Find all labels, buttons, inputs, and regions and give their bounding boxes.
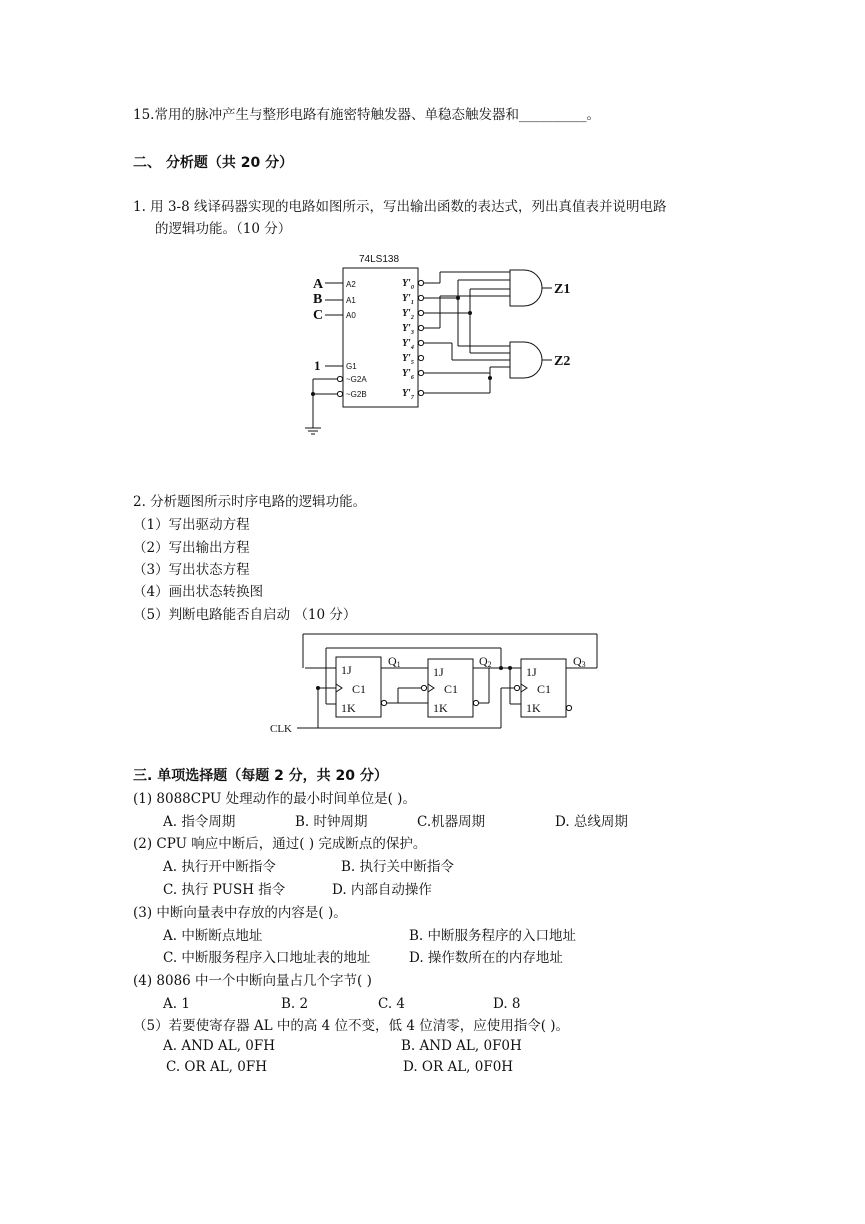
mcq5-stem: （5）若要使寄存器 AL 中的高 4 位不变，低 4 位清零，应使用指令( )。 — [133, 1018, 570, 1034]
ff1-k: 1K — [341, 701, 356, 715]
section-2-title: 二、 分析题（共 20 分） — [133, 155, 294, 171]
mcq3-stem: (3) 中断向量表中存放的内容是( )。 — [133, 905, 347, 921]
output-y7-label: $Y'_7$ — [402, 388, 414, 401]
ff2-k: 1K — [433, 701, 448, 715]
input-1: 1 — [314, 358, 321, 373]
output-z2: Z2 — [554, 354, 571, 369]
mcq3-option-c: C. 中断服务程序入口地址表的地址 — [163, 950, 371, 966]
mcq1-option-c: C.机器周期 — [417, 814, 486, 830]
mcq2-option-c: C. 执行 PUSH 指令 — [163, 882, 286, 898]
ff3-k: 1K — [526, 701, 541, 715]
q2-title: 2. 分析题图所示时序电路的逻辑功能。 — [133, 494, 367, 510]
mcq5-option-b: B. AND AL, 0F0H — [401, 1038, 522, 1054]
mcq4-stem: (4) 8086 中一个中断向量占几个字节( ) — [133, 973, 372, 989]
q2-label: Q2 — [479, 654, 492, 669]
output-y3-label: $Y'_3$ — [402, 323, 414, 336]
output-y0-label: $Y'_0$ — [402, 278, 414, 291]
output-z1: Z1 — [554, 282, 571, 297]
pin-a0: A0 — [346, 311, 356, 320]
ff2-j: 1J — [433, 665, 444, 679]
q1-line2: 的逻辑功能。（10 分） — [155, 221, 292, 237]
ff3-c: C1 — [537, 682, 552, 696]
q1-label: Q1 — [388, 654, 401, 669]
q2-item-2: （2）写出输出方程 — [133, 540, 250, 556]
mcq1-option-d: D. 总线周期 — [555, 814, 628, 830]
mcq3-option-b: B. 中断服务程序的入口地址 — [409, 928, 577, 944]
pin-a2: A2 — [346, 280, 356, 289]
ff3-j: 1J — [526, 665, 537, 679]
mcq5-option-c: C. OR AL, 0FH — [166, 1059, 267, 1075]
mcq1-option-b: B. 时钟周期 — [295, 814, 368, 830]
mcq1-stem: (1) 8088CPU 处理动作的最小时间单位是( )。 — [133, 791, 416, 807]
mcq5-option-d: D. OR AL, 0F0H — [403, 1059, 514, 1075]
ff1-j: 1J — [341, 663, 352, 677]
q3-label: Q3 — [573, 654, 586, 669]
q2-item-3: （3）写出状态方程 — [133, 562, 250, 578]
q2-item-4: （4）画出状态转换图 — [133, 584, 264, 600]
mcq4-option-b: B. 2 — [281, 996, 309, 1012]
section-3-title: 三. 单项选择题（每题 2 分，共 20 分） — [133, 768, 388, 784]
output-y6-label: $Y'_6$ — [402, 368, 414, 381]
q2-item-5: （5）判断电路能否自启动 （10 分） — [133, 607, 357, 623]
mcq2-option-b: B. 执行关中断指令 — [341, 859, 455, 875]
output-y4-label: $Y'_4$ — [402, 338, 414, 351]
pin-g1: G1 — [346, 362, 357, 371]
mcq3-option-d: D. 操作数所在的内存地址 — [409, 950, 563, 966]
mcq3-option-a: A. 中断断点地址 — [163, 928, 263, 944]
mcq2-option-a: A. 执行开中断指令 — [163, 859, 276, 875]
input-b: B — [313, 292, 323, 307]
q1-line1: 1. 用 3-8 线译码器实现的电路如图所示，写出输出函数的表达式，列出真值表并说明电路 — [133, 199, 667, 215]
mcq2-option-d: D. 内部自动操作 — [332, 882, 432, 898]
mcq4-option-d: D. 8 — [493, 996, 521, 1012]
chip-label: 74LS138 — [359, 254, 400, 265]
mcq4-option-a: A. 1 — [163, 996, 190, 1012]
input-c: C — [313, 308, 324, 323]
q2-item-1: （1）写出驱动方程 — [133, 517, 250, 533]
question-15: 15.常用的脉冲产生与整形电路有施密特触发器、单稳态触发器和__________。 — [133, 107, 600, 123]
mcq2-stem: (2) CPU 响应中断后，通过( ) 完成断点的保护。 — [133, 836, 427, 852]
mcq1-option-a: A. 指令周期 — [163, 814, 236, 830]
clk-label: CLK — [270, 723, 292, 735]
output-y2-label: $Y'_2$ — [402, 308, 414, 321]
output-y5-label: $Y'_5$ — [402, 353, 414, 366]
mcq5-option-a: A. AND AL, 0FH — [163, 1038, 276, 1054]
ff2-c: C1 — [444, 682, 459, 696]
pin-g2a: ~G2A — [346, 375, 367, 384]
input-a: A — [313, 277, 324, 292]
pin-g2b: ~G2B — [346, 390, 367, 399]
pin-a1: A1 — [346, 296, 356, 305]
ff1-c: C1 — [352, 682, 367, 696]
output-y1-label: $Y'_1$ — [402, 293, 414, 306]
mcq4-option-c: C. 4 — [378, 996, 406, 1012]
